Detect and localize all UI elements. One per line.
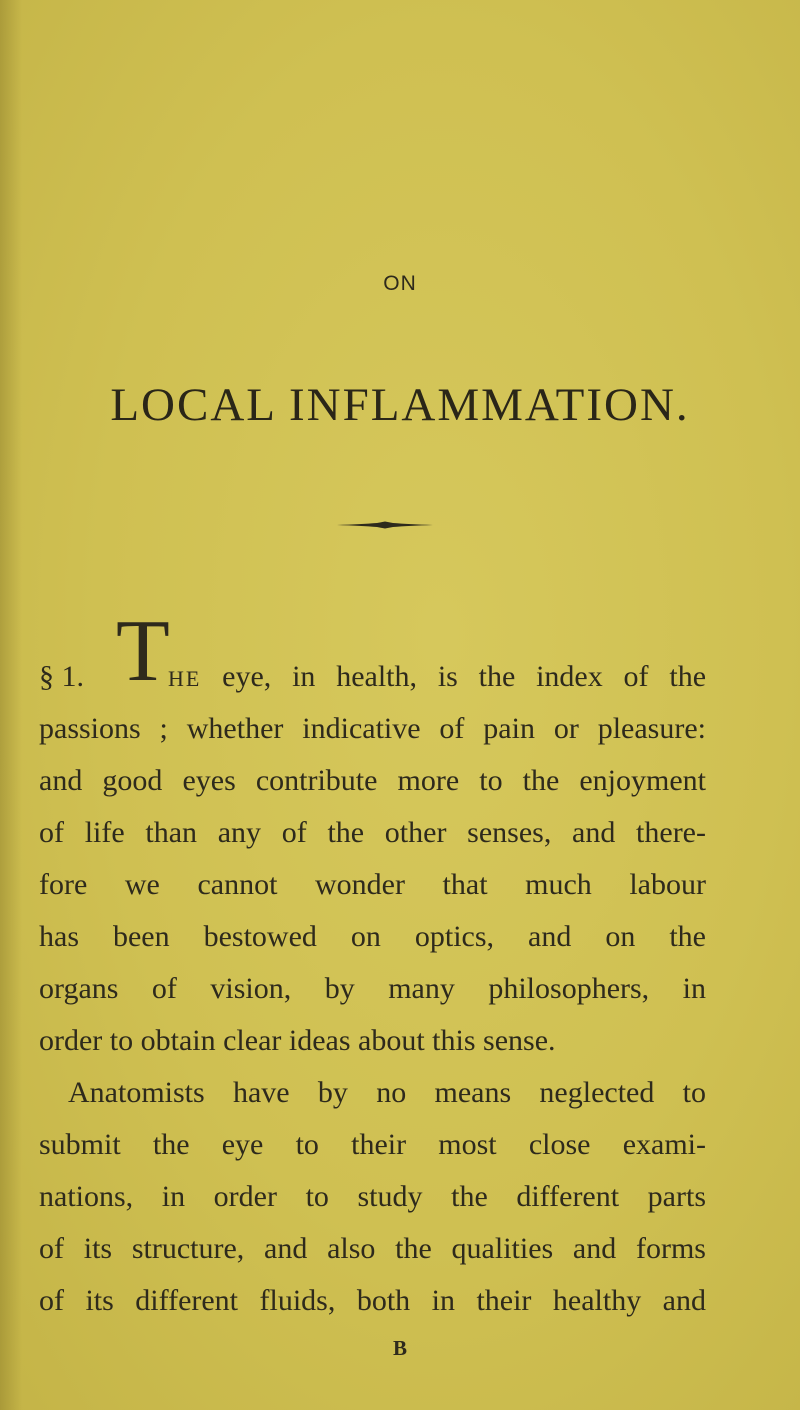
ornamental-rule <box>337 520 433 530</box>
page-gutter-shadow <box>0 0 22 1410</box>
text-line: and good eyes contribute more to the enjoyment <box>39 764 706 797</box>
text-line: nations, in order to study the different parts <box>39 1180 706 1213</box>
text-line: order to obtain clear ideas about this sense. <box>39 1024 556 1057</box>
text-line: organs of vision, by many philosophers, in <box>39 972 706 1005</box>
text-line: has been bestowed on optics, and on the <box>39 920 706 953</box>
text-line: of its different fluids, both in their healthy and <box>39 1284 706 1317</box>
text-line: submit the eye to their most close exami- <box>39 1128 706 1161</box>
text-line: of life than any of the other senses, and there- <box>39 816 706 849</box>
paragraph-first-line <box>168 660 706 694</box>
signature-mark: B <box>392 1336 407 1360</box>
text-line: passions ; whether indicative of pain or pleasure: <box>39 712 706 745</box>
first-line-text: eye, in health, is the index of the <box>222 660 707 693</box>
pre-title: ON <box>383 272 417 295</box>
text-line: of its structure, and also the qualities and forms <box>39 1232 706 1265</box>
text-line: fore we cannot wonder that much labour <box>39 868 706 901</box>
text-line: Anatomists have by no means neglected to <box>68 1076 706 1109</box>
first-word-small-caps: HE <box>168 666 202 691</box>
drop-cap: T <box>116 603 170 700</box>
section-number: § 1. <box>39 660 84 693</box>
chapter-title: LOCAL INFLAMMATION. <box>110 379 690 431</box>
